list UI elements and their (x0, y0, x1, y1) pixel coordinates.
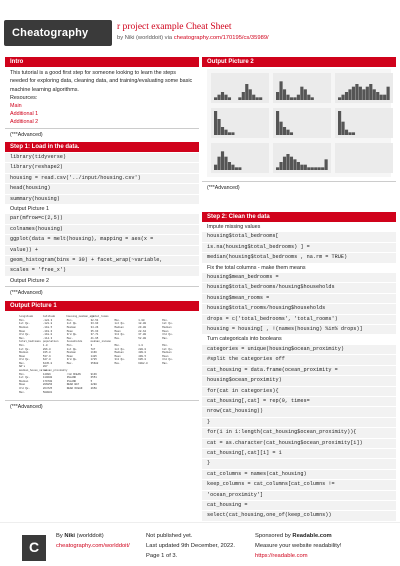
output-cell: median_house_value (19, 369, 48, 373)
histogram-bar (235, 167, 238, 170)
output-cell: 3rd Qu. (19, 333, 30, 337)
byline-prefix: by Niki (worlddoit) via (117, 35, 174, 41)
output-cell: 500001 (42, 390, 53, 394)
output-cell: NEAR BAY (66, 383, 80, 387)
code-line: housing$total_bedrooms[ (202, 232, 396, 242)
output-cell: Median (66, 325, 77, 329)
histogram-bar (276, 92, 279, 100)
output-cell: 29.00 (138, 325, 147, 329)
output-cell: 6082.0 (138, 361, 148, 365)
output-cell: 3rd Qu. (66, 358, 78, 362)
histogram-bar (279, 162, 282, 170)
histogram-bar (311, 167, 314, 170)
output-cell: Max. (114, 361, 121, 365)
output-cell: Mean (66, 354, 73, 358)
output-cell: 33.93 (90, 322, 99, 326)
histogram-bar (348, 89, 351, 100)
histogram-bar (359, 87, 362, 100)
output-cell: ISLAND (66, 379, 77, 383)
histogram-bar (214, 97, 217, 100)
output-cell: 2290 (90, 383, 97, 387)
histogram-bar (286, 154, 289, 170)
output-cell: Mean (162, 329, 169, 333)
output2-heading: Output Picture 2 (202, 57, 396, 67)
code-line: for(cat in categories){ (202, 387, 396, 397)
note-line: Impute missing values (207, 224, 261, 230)
output-cell: 1st Qu. (66, 322, 78, 326)
output-cell: total_bedrooms (19, 340, 41, 344)
code-line: keep_columns = cat_columns[cat_columns != (202, 480, 396, 490)
output2-advanced: (***Advanced) (202, 181, 396, 192)
output-cell: housing_median_age (66, 315, 95, 319)
output-cell: 35.63 (90, 329, 99, 333)
author-handle: (worlddoit) (75, 533, 104, 539)
output-cell: 3rd Qu. (162, 358, 174, 362)
link-additional-1[interactable]: Additional 1 (10, 110, 39, 117)
byline (117, 35, 269, 41)
histogram-bar (231, 132, 234, 135)
step2-heading: Step 2: Clean the data (202, 212, 396, 222)
output-cell: 1st Qu. (19, 347, 30, 351)
histogram-bar (256, 97, 259, 100)
output-cell: ocean_proximity (44, 369, 68, 373)
output-cell: 14999 (42, 372, 51, 376)
output-cell: Max. (114, 336, 121, 340)
output-cell: 1st Qu. (114, 322, 126, 326)
footer-author (56, 533, 104, 540)
histogram-bar (214, 165, 217, 170)
output-cell: -124.3 (42, 318, 53, 322)
output-cell: 1166 (90, 351, 97, 355)
output-cell: 3 (90, 343, 93, 347)
histogram-bar (304, 165, 307, 170)
histogram-bar (228, 97, 231, 100)
histogram-bar (290, 157, 293, 170)
histogram-bar (300, 87, 303, 100)
histogram-bar (345, 130, 348, 135)
intro-heading: Intro (5, 57, 199, 67)
code-line: housing = housing[ , !(names(housing) %in% drops)] (202, 325, 396, 335)
link-main[interactable]: Main (10, 102, 22, 109)
output-cell: 28.64 (138, 329, 147, 333)
output-cell: Median (114, 351, 124, 355)
output-cell: 1st Qu. (114, 347, 126, 351)
output-cell: 34.26 (90, 325, 99, 329)
output-cell: NEAR OCEAN (66, 387, 83, 391)
histogram-bar (217, 119, 220, 135)
output-cell: Median (19, 379, 29, 383)
histogram-bar (276, 167, 279, 170)
histogram-bar (338, 111, 341, 135)
resources-label: Resources: (10, 94, 38, 101)
output-cell: 1st Qu. (19, 376, 30, 380)
code-line: cat_housing[,cat] = rep(0, times= (202, 397, 396, 407)
histogram-bar (224, 95, 227, 100)
output-cell: 3rd Qu. (19, 387, 30, 391)
histogram-bar (217, 95, 220, 100)
output-cell: 37.00 (138, 333, 147, 337)
output-cell: 1st Qu. (162, 322, 174, 326)
code-line: cat_housing = data.frame(ocean_proximity = (202, 366, 396, 376)
output-cell: 41.95 (90, 336, 99, 340)
output-cell: Min. (19, 343, 26, 347)
output-cell: Max. (66, 361, 73, 365)
code-line: housing$total_rooms/housing$households (202, 304, 396, 314)
histogram-bar (231, 165, 234, 170)
code-line: for(i in 1:length(cat_housing$ocean_proximity)){ (202, 428, 396, 438)
step1-heading: Step 1: Load in the data. (5, 142, 199, 152)
histogram-bar (304, 89, 307, 100)
author-prefix: By (56, 533, 65, 539)
cheatography-badge-icon: C (22, 535, 46, 561)
code-line: housing$mean_rooms = (202, 294, 396, 304)
output-cell: Median (19, 325, 29, 329)
output-cell: Median (114, 325, 124, 329)
code-line: ggplot(data = melt(housing), mapping = aes(x = (5, 235, 199, 245)
code-line: cat_columns = names(cat_housing) (202, 470, 396, 480)
histogram-bar (283, 157, 286, 170)
histogram-bar (373, 89, 376, 100)
output-cell: 206856 (42, 383, 53, 387)
note-line: Fix the total columns - make them means (207, 264, 306, 271)
output-cell: longitude (19, 315, 34, 319)
histogram-bar (341, 95, 344, 100)
sponsor-link[interactable]: https://readable.com (255, 553, 308, 559)
code-line: value)) + (5, 246, 199, 256)
output-cell: 6445.0 (42, 361, 53, 365)
histogram-bar (286, 95, 289, 100)
output-cell (91, 391, 113, 395)
histogram-bar (325, 159, 328, 170)
code-line: 'ocean_proximity'] (202, 491, 396, 501)
output-cell: 1.0 (138, 343, 143, 347)
output-cell: 3rd Qu. (114, 333, 126, 337)
output-cell: 6551 (90, 376, 97, 380)
output-cell: Max. (66, 336, 73, 340)
output-cell: 280.0 (138, 347, 147, 351)
histogram-bar (311, 97, 314, 100)
output-cell: Mean (66, 329, 73, 333)
left-column (5, 57, 199, 411)
output-cell: Max. (162, 336, 169, 340)
histogram-bar (307, 95, 310, 100)
output-cell: Median (162, 351, 172, 355)
histogram-bar (321, 167, 324, 170)
histogram-bar (224, 157, 227, 170)
output-cell: -114.3 (42, 336, 53, 340)
output-cell: 1st Qu. (162, 347, 174, 351)
author-link[interactable]: cheatography.com/worlddoit/ (56, 543, 130, 549)
output1-advanced: (***Advanced) (5, 400, 199, 411)
code-line: cat_housing[,cat][i] = 1 (202, 449, 396, 459)
output-cell (138, 391, 160, 395)
histogram-bar (259, 97, 262, 100)
histogram-bar (221, 127, 224, 135)
output-label-2: Output Picture 2 (10, 277, 49, 284)
step1-code-block (5, 153, 199, 286)
output-cell: 537.9 (42, 354, 51, 358)
histogram-bar (228, 162, 231, 170)
histogram-bar (355, 84, 358, 100)
sheet-link[interactable]: cheatography.com/170195/cs/35989/ (173, 35, 269, 41)
code-line: median(housing$total_bedrooms , na.rm = TRUE) (202, 253, 396, 263)
page-title: r project example Cheat Sheet (117, 22, 232, 32)
author-name: Niki (64, 533, 76, 539)
output-cell: Max. (19, 361, 26, 365)
code-line: par(mfrow=c(2,5)) (5, 214, 199, 224)
cheatography-logo[interactable]: Cheatography (4, 20, 112, 46)
output-cell: 1.0 (42, 343, 48, 347)
output-cell: 1st Qu. (19, 322, 30, 326)
intro-body (5, 67, 199, 128)
published-status: Not published yet. (146, 533, 193, 539)
sponsor-text: Measure your website readability! (255, 543, 342, 549)
histogram-bar (217, 157, 220, 170)
histogram-bar (338, 97, 341, 100)
histogram-bar (366, 87, 369, 100)
output-cell: NA's (19, 365, 26, 369)
histogram-bar (242, 92, 245, 100)
histogram-bar (383, 95, 386, 100)
output-cell: Min. (19, 372, 26, 376)
output-cell: 3rd Qu. (19, 358, 30, 362)
histogram-bar (214, 111, 217, 135)
note-line: Turn categoricals into booleans (207, 336, 282, 343)
output-cell: Median (66, 351, 77, 355)
output-cell: 1425 (90, 354, 97, 358)
code-line: is.na(housing$total_bedrooms) ] = (202, 243, 396, 253)
code-line: library(reshape2) (5, 163, 199, 173)
code-line: scales = 'free_x') (5, 266, 199, 276)
sheet-footer (0, 522, 400, 566)
histogram-bar (387, 87, 390, 100)
output-cell: 207 (42, 365, 48, 369)
output-cell: Max. (162, 361, 169, 365)
output1-heading: Output Picture 1 (5, 301, 199, 311)
histogram-bar (293, 97, 296, 100)
code-line: nrow(cat_housing)) (202, 407, 396, 417)
histogram-bar (276, 111, 279, 135)
output-cell: 2658 (90, 387, 97, 391)
histogram-bar (297, 162, 300, 170)
output-cell: Min. (162, 318, 169, 322)
code-line: housing$ocean_proximity) (202, 376, 396, 386)
histogram-bar (249, 89, 252, 100)
output-cell: latitude (42, 315, 56, 319)
output-cell: 1st Qu. (66, 347, 78, 351)
output-cell (162, 391, 184, 395)
output-cell: INLAND (66, 376, 77, 380)
output-cell: Max. (19, 336, 26, 340)
output-cell: Mean (114, 354, 121, 358)
output-cell: 3rd Qu. (162, 333, 174, 337)
code-line: summary(housing) (5, 195, 199, 205)
histogram-bar (290, 132, 293, 135)
output-cell: 1.00 (138, 318, 145, 322)
histogram-bar (362, 89, 365, 100)
histogram-bar (352, 132, 355, 135)
code-line: housing$mean_bedrooms = (202, 273, 396, 283)
histogram-bar (314, 167, 317, 170)
output-cell: 179700 (42, 379, 53, 383)
histogram-bar (380, 95, 383, 100)
output-cell: -118.5 (42, 325, 53, 329)
histogram-bar (290, 97, 293, 100)
histogram-panel (335, 143, 393, 173)
output-cell (114, 391, 136, 395)
page-number: Page 1 of 3. (146, 553, 178, 559)
code-line: housing$total_bedrooms/housing$households (202, 283, 396, 293)
output-cell: population (42, 340, 59, 344)
output-cell: 499.5 (138, 354, 147, 358)
output-cell: median_income (90, 340, 111, 344)
output-cell: Min. (19, 318, 26, 322)
output-cell: -118.0 (42, 333, 53, 337)
histogram-bar (369, 84, 372, 100)
histogram-bar (228, 132, 231, 135)
code-line: housing = read.csv('../input/housing.csv') (5, 174, 199, 184)
output-cell: Min. (66, 343, 73, 347)
intro-text: This tutorial is a good first step for someone looking to learn the steps needed for exploring data, cleaning data, and training/evaluating some basic machine learning algorithms. (10, 70, 193, 93)
sponsor (255, 533, 332, 540)
step1-advanced: (***Advanced) (5, 286, 199, 297)
output-cell: 3rd Qu. (66, 333, 78, 337)
output-cell: 605.0 (138, 358, 147, 362)
histogram-bar (283, 89, 286, 100)
histogram-bar (345, 92, 348, 100)
intro-advanced: (***Advanced) (5, 128, 199, 139)
output-cell: 296.0 (42, 347, 51, 351)
histogram-bar (221, 151, 224, 170)
histogram-bar (221, 92, 224, 100)
code-line: cat = as.character(cat_housing$ocean_proximity[i]) (202, 439, 396, 449)
histogram-bar (279, 122, 282, 135)
histogram-bar (318, 167, 321, 170)
code-line: library(tidyverse) (5, 153, 199, 163)
code-line: head(housing) (5, 184, 199, 194)
output-cell: households (66, 340, 83, 344)
output-cell: 35682 (90, 361, 99, 365)
histogram-bar (245, 84, 248, 100)
code-line: select(cat_housing,one_of(keep_columns)) (202, 511, 396, 521)
output-cell: Min. (114, 343, 121, 347)
output-cell: Min. (66, 318, 73, 322)
histogram-bar (376, 92, 379, 100)
histogram-bar (341, 122, 344, 135)
output-cell: Min. (114, 318, 121, 322)
histogram-bar (300, 165, 303, 170)
output-cell: Median (19, 351, 29, 355)
histogram-bar (352, 87, 355, 100)
output-cell: 787 (90, 347, 96, 351)
output-cell: 37.71 (90, 333, 99, 337)
output-cell: Mean (19, 354, 26, 358)
output-cell: total_rooms (91, 315, 109, 319)
histogram-bar (238, 97, 241, 100)
code-line: } (202, 459, 396, 469)
output-cell: Median (162, 325, 172, 329)
output-cell: 5 (90, 379, 93, 383)
output-cell: 1725 (90, 358, 97, 362)
output-label-1: Output Picture 1 (10, 205, 49, 212)
output-cell: 18.00 (138, 322, 147, 326)
right-column (202, 57, 396, 522)
output-cell: Mean (19, 383, 26, 387)
histogram-grid-image (207, 69, 391, 177)
code-line: geom_histogram(bins = 30) + facet_wrap(~variable, (5, 256, 199, 266)
output-cell: -119.6 (42, 329, 53, 333)
code-line: } (202, 418, 396, 428)
histogram-bar (286, 130, 289, 135)
histogram-bar (224, 130, 227, 135)
output-cell: Mean (19, 329, 26, 333)
sheet-header (0, 0, 400, 52)
last-updated: Last updated 9th December, 2022. (146, 543, 235, 549)
output-cell: 119600 (42, 376, 53, 380)
output-cell: Max. (19, 390, 26, 394)
output-cell: Min. (162, 343, 169, 347)
output-cell: <1H OCEAN (66, 372, 81, 376)
summary-output-image (19, 315, 184, 394)
code-line: drops = c('total_bedrooms', 'total_rooms') (202, 315, 396, 325)
output-cell: Mean (114, 329, 121, 333)
histogram-bar (293, 159, 296, 170)
output-cell: 647.0 (42, 358, 51, 362)
output-cell: 32.54 (90, 318, 99, 322)
histogram-bar (283, 127, 286, 135)
output-cell: 435.0 (42, 351, 51, 355)
output-cell: 3rd Qu. (114, 358, 126, 362)
output-cell: 52.00 (138, 336, 147, 340)
step2-code-block (202, 223, 396, 522)
sponsor-name: Readable.com (292, 533, 332, 539)
histogram-bar (297, 95, 300, 100)
output-cell: 9136 (90, 372, 97, 376)
output-cell: -121.8 (42, 322, 53, 326)
histogram-grid (207, 69, 391, 177)
histogram-bar (252, 95, 255, 100)
sponsor-prefix: Sponsored by (255, 533, 293, 539)
code-line: categories = unique(housing$ocean_proximity) (202, 345, 396, 355)
output-cell (67, 391, 89, 395)
histogram-bar (348, 132, 351, 135)
histogram-bar (238, 167, 241, 170)
histogram-bar (279, 81, 282, 100)
output-cell: 264725 (42, 387, 53, 391)
output-cell: 409.0 (138, 351, 147, 355)
link-additional-2[interactable]: Additional 2 (10, 118, 39, 125)
code-line: #split the categories off (202, 355, 396, 365)
code-line: cat_housing = (202, 501, 396, 511)
code-line: colnames(housing) (5, 225, 199, 235)
output-row (19, 391, 184, 395)
histogram-bar (307, 167, 310, 170)
output-cell: Mean (162, 354, 169, 358)
